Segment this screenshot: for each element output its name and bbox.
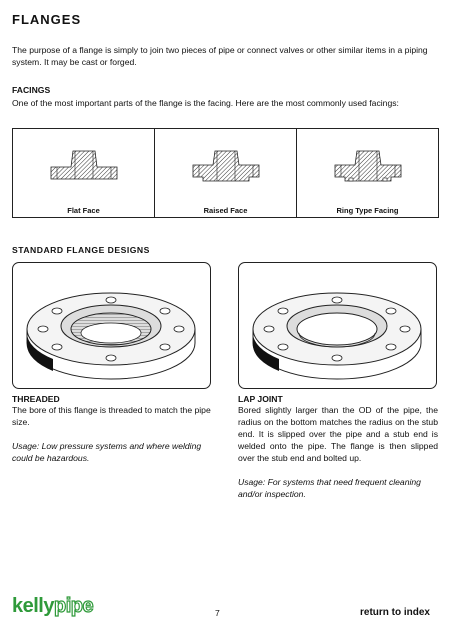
- return-to-index-link[interactable]: return to index: [359, 607, 430, 618]
- flat-face-drawing: [13, 129, 154, 217]
- facing-label-raised: Raised Face: [203, 206, 248, 215]
- threaded-flange-drawing: [13, 263, 210, 388]
- lap-joint-flange-illustration: [238, 262, 437, 389]
- raised-face-cell: [155, 129, 296, 217]
- threaded-description: [12, 394, 212, 464]
- raised-face-drawing: [155, 129, 296, 217]
- lap-joint-text: Bored slightly larger than the OD of the pipe, the radius on the bottom matches the radius on the stub end. It is slipped over the pipe and a stub end is welded onto the pipe. The flange is then slipped over the stub end and bolted up.: [238, 405, 438, 463]
- threaded-text: The bore of this flange is threaded to match the pipe size.: [12, 405, 211, 427]
- page-number: 7: [215, 608, 220, 618]
- flat-face-cell: [13, 129, 154, 217]
- standard-designs-heading: STANDARD FLANGE DESIGNS: [12, 245, 150, 255]
- lap-joint-usage: Usage: For systems that need frequent cleaning and/or inspection.: [238, 477, 421, 499]
- facings-text: One of the most important parts of the flange is the facing. Here are the most commonly used facings:: [12, 98, 399, 108]
- facing-label-ring-type: Ring Type Facing: [336, 206, 399, 215]
- logo-text-kelly: kelly: [12, 595, 54, 617]
- threaded-usage: Usage: Low pressure systems and where welding could be hazardous.: [12, 441, 202, 463]
- kellypipe-logo: [12, 595, 93, 618]
- threaded-title: THREADED: [12, 394, 60, 404]
- facings-heading: FACINGS: [12, 85, 51, 95]
- threaded-flange-illustration: [12, 262, 211, 389]
- facing-label-flat: Flat Face: [67, 206, 100, 215]
- ring-type-cell: [297, 129, 438, 217]
- page-title: FLANGES: [12, 12, 82, 27]
- facings-diagram: [12, 128, 439, 218]
- logo-text-pipe: pipe: [53, 595, 94, 617]
- lap-joint-title: LAP JOINT: [238, 394, 283, 404]
- lap-joint-description: [238, 394, 438, 500]
- lap-joint-flange-drawing: [239, 263, 436, 388]
- ring-type-drawing: [297, 129, 438, 217]
- intro-paragraph: The purpose of a flange is simply to join two pieces of pipe or connect valves or other similar items in a piping system. It may be cast or forged.: [12, 45, 428, 67]
